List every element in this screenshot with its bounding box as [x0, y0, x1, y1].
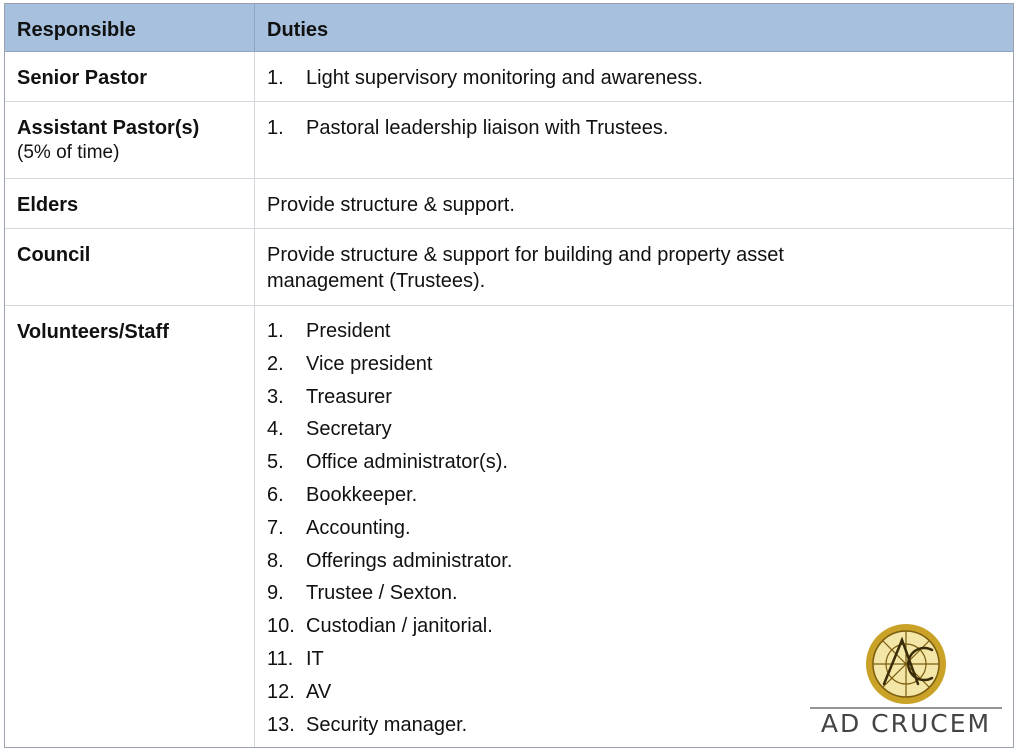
list-text: AV	[306, 680, 332, 703]
list-number: 1.	[267, 67, 284, 89]
header-duties: Duties	[267, 19, 329, 41]
list-number: 11.	[267, 647, 294, 670]
responsible-cell: Council	[5, 229, 255, 305]
duties-cell	[255, 229, 1013, 305]
list-number: 7.	[267, 516, 284, 539]
list-item	[267, 348, 999, 381]
list-item	[267, 512, 999, 545]
list-text: Secretary	[306, 418, 392, 441]
duty-text: Pastoral leadership liaison with Trustees.	[306, 117, 669, 139]
duties-cell	[255, 102, 1013, 178]
list-item	[267, 381, 999, 414]
duty-text-line: Provide structure & support for building and property asset	[267, 244, 784, 266]
responsible-title: Assistant Pastor(s)	[17, 117, 200, 139]
header-responsible: Responsible	[5, 4, 255, 51]
list-text: Vice president	[306, 352, 433, 375]
list-number: 1.	[267, 320, 284, 342]
list-item	[267, 315, 999, 348]
table-row	[5, 102, 1013, 179]
list-number: 13.	[267, 713, 295, 736]
duty-text: Light supervisory monitoring and awareness.	[306, 67, 703, 89]
list-text: Custodian / janitorial.	[306, 615, 493, 638]
list-item	[267, 413, 999, 446]
list-item	[267, 446, 999, 479]
table-row	[5, 179, 1013, 229]
duties-cell: Provide structure & support.	[267, 194, 515, 216]
responsible-note: (5% of time)	[17, 142, 120, 163]
list-text: Offerings administrator.	[306, 549, 513, 572]
table-header-row	[5, 4, 1013, 52]
list-number: 12.	[267, 680, 295, 703]
list-number: 1.	[267, 117, 284, 139]
responsible-cell	[5, 102, 255, 178]
list-number: 5.	[267, 451, 284, 474]
list-item	[267, 577, 999, 610]
list-text: Office administrator(s).	[306, 451, 508, 474]
list-number: 10.	[267, 615, 295, 638]
list-text: Treasurer	[306, 385, 392, 408]
list-text: President	[306, 320, 391, 342]
table-row	[5, 229, 1013, 306]
ad-crucem-logo	[806, 622, 1006, 740]
list-number: 6.	[267, 483, 284, 506]
duties-cell	[255, 52, 1013, 101]
list-item	[267, 479, 999, 512]
list-number: 4.	[267, 418, 284, 441]
list-text: Accounting.	[306, 516, 411, 539]
responsible-cell: Volunteers/Staff	[5, 306, 255, 747]
responsible-cell: Senior Pastor	[5, 52, 255, 101]
list-number: 2.	[267, 352, 284, 375]
list-item	[267, 545, 999, 578]
list-text: IT	[306, 647, 324, 670]
list-text: Security manager.	[306, 713, 468, 736]
duty-text-line: management (Trustees).	[267, 270, 486, 292]
logo-text: AD CRUCEM	[820, 709, 992, 738]
responsible-cell: Elders	[5, 179, 255, 228]
list-number: 8.	[267, 549, 284, 572]
list-number: 3.	[267, 385, 284, 408]
list-text: Bookkeeper.	[306, 483, 418, 506]
list-text: Trustee / Sexton.	[306, 582, 458, 605]
list-number: 9.	[267, 582, 284, 605]
table-row	[5, 52, 1013, 102]
